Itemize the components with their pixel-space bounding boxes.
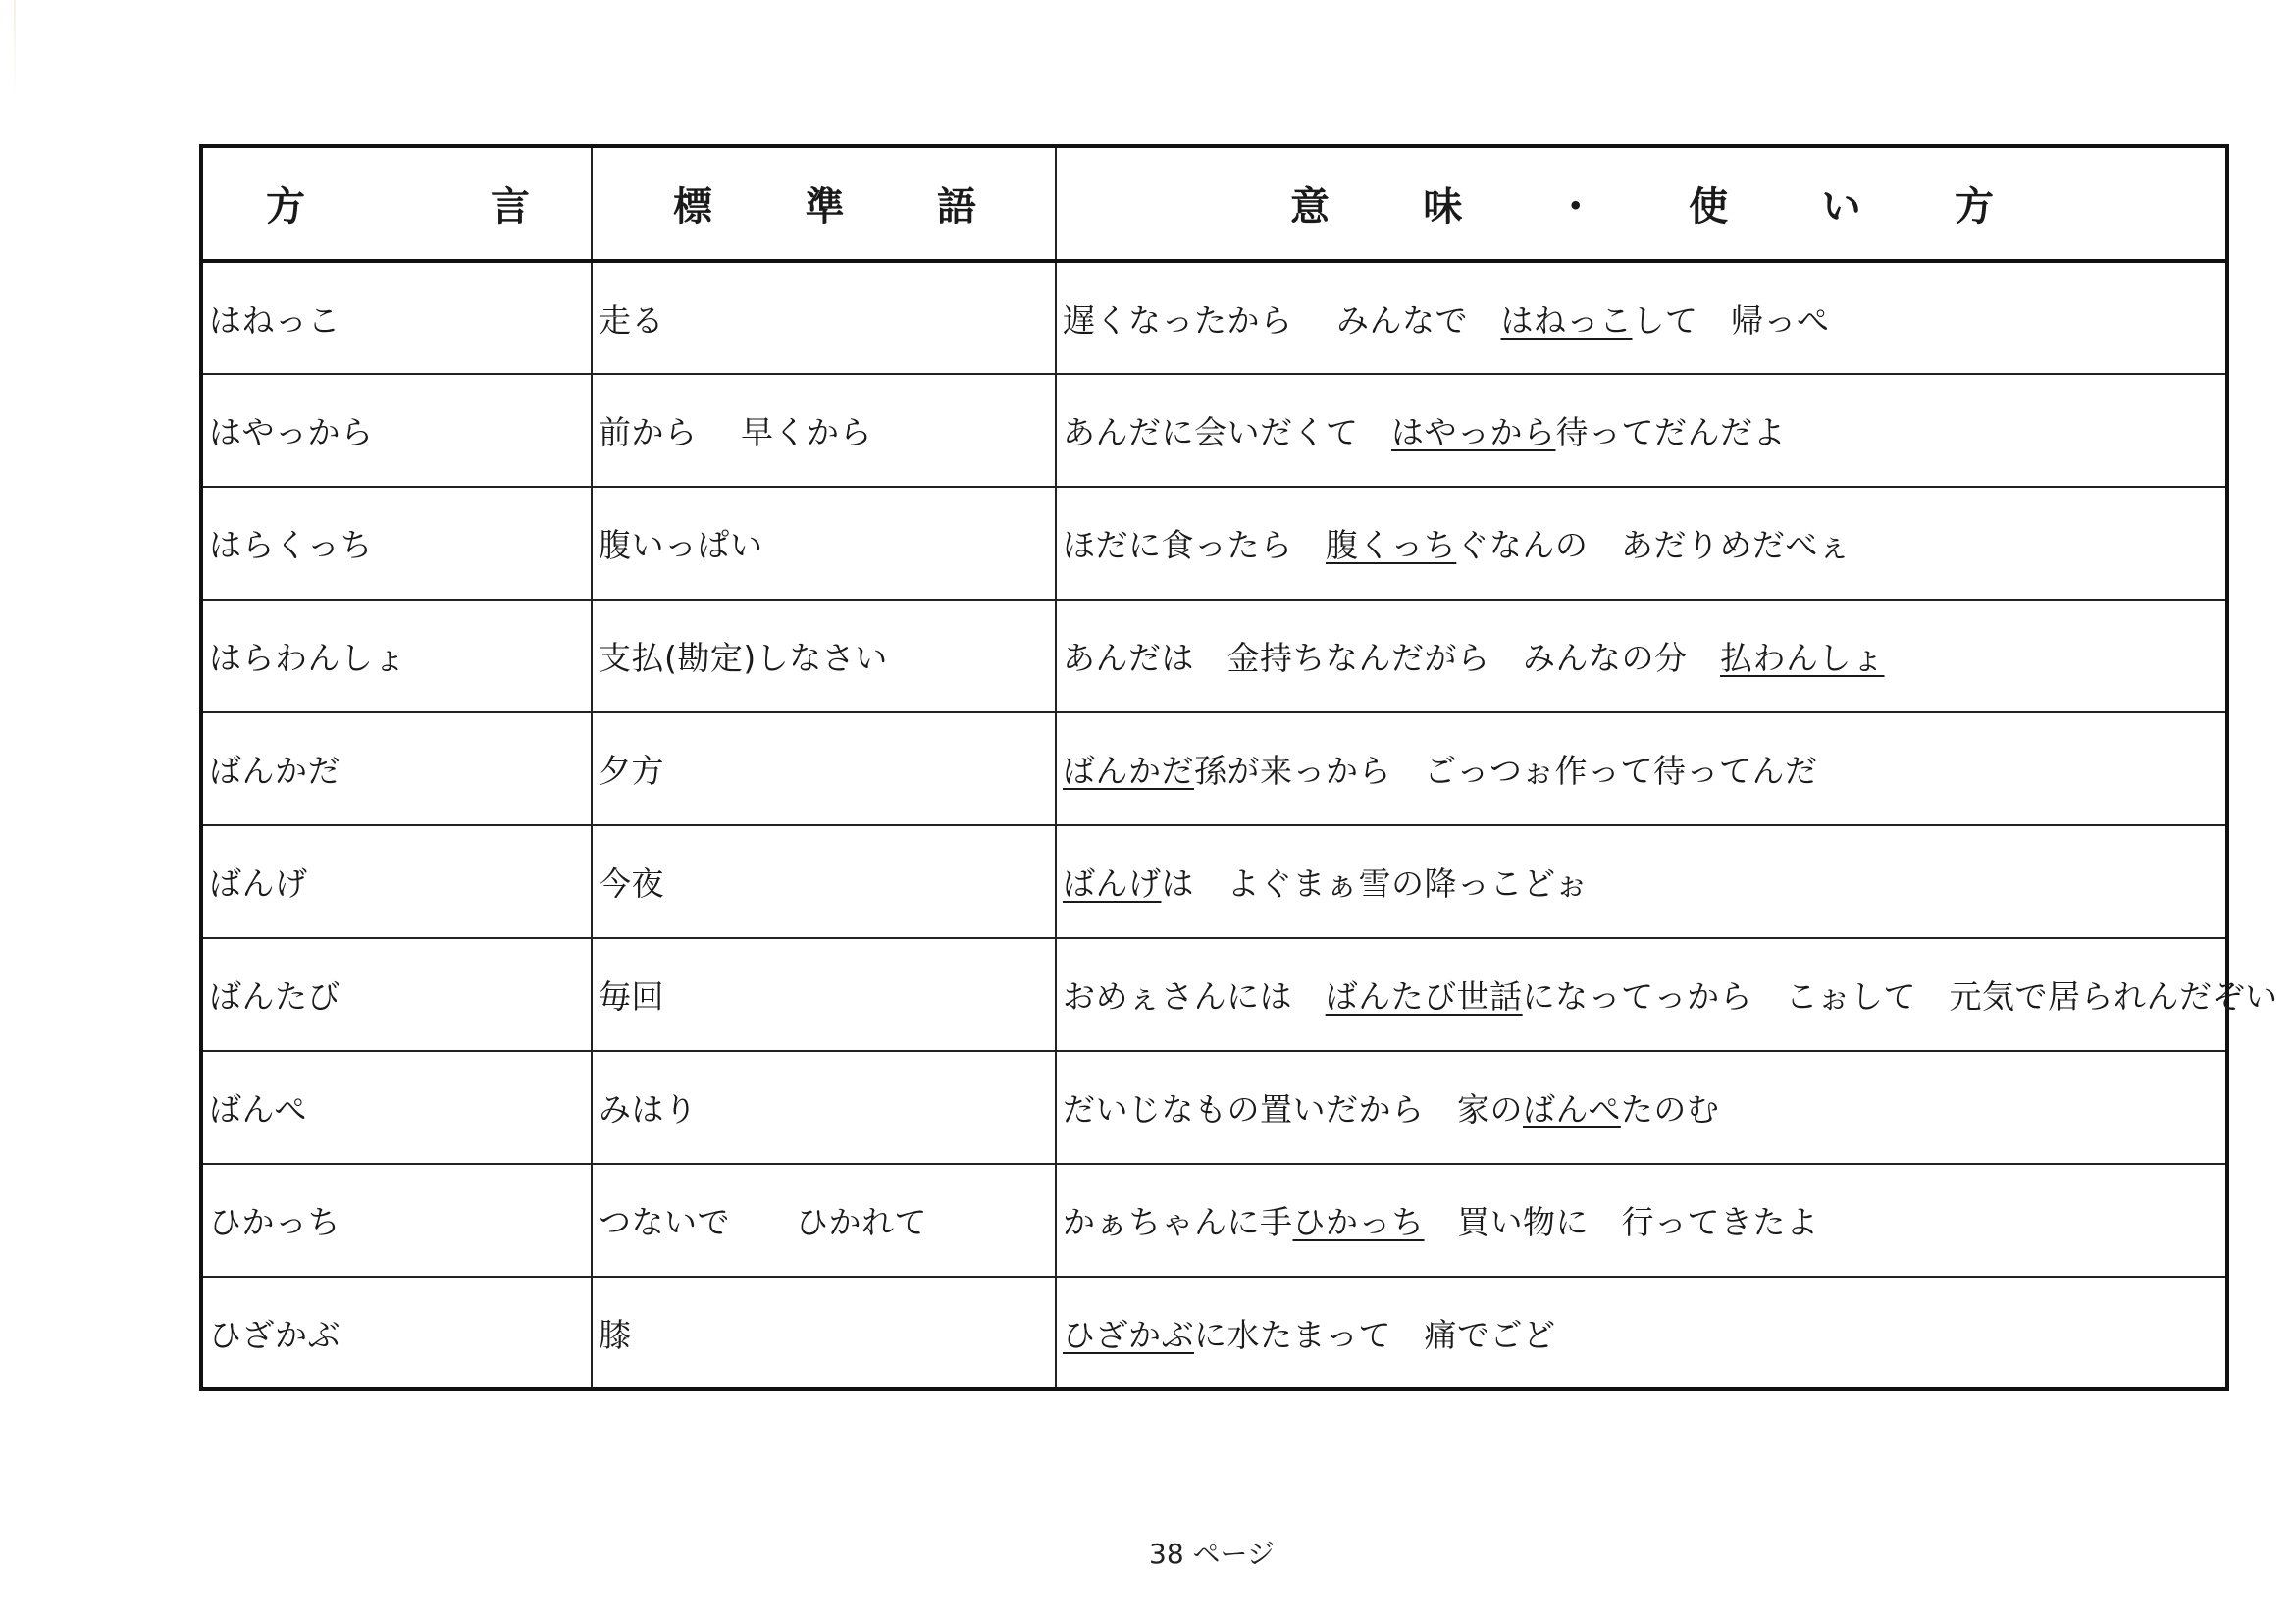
dialect-table — [199, 144, 2278, 1391]
header-meaning-usage — [1056, 146, 2227, 261]
usage-cell — [1056, 1164, 2227, 1277]
usage-text: は よぐまぁ雪の降っこどぉ — [1161, 864, 1589, 903]
usage-cell — [1056, 825, 2227, 938]
underlined-dialect-term: ばんかだ — [1063, 752, 1194, 790]
usage-text: あんだに会いだくて — [1063, 413, 1391, 451]
usage-cell — [1056, 261, 2227, 374]
standard-cell: 支払(勘定)しなさい — [592, 600, 1056, 712]
page-number: 38 ページ — [1149, 1538, 1275, 1570]
standard-cell: 膝 — [592, 1277, 1056, 1389]
underlined-dialect-term: 腹くっち — [1326, 526, 1457, 564]
standard-cell: 走る — [592, 261, 1056, 374]
header-row — [201, 146, 2227, 261]
table-row — [201, 1164, 2227, 1277]
usage-cell — [1056, 374, 2227, 487]
underlined-dialect-term: ひざかぶ — [1063, 1315, 1194, 1354]
underlined-dialect-term: はやっから — [1391, 413, 1556, 451]
table-row — [201, 600, 2227, 712]
usage-text: に水たまって 痛でごど — [1194, 1315, 1556, 1354]
usage-cell — [1056, 938, 2278, 1051]
header-char: 使 — [1689, 184, 1729, 230]
header-char: い — [1821, 184, 1861, 230]
standard-cell: 毎回 — [592, 938, 1056, 1051]
header-char: 準 — [805, 184, 845, 230]
usage-text: おめぇさんには — [1063, 977, 1326, 1016]
underlined-dialect-term: ひかっち — [1292, 1203, 1425, 1241]
dialect-cell: はやっから — [201, 374, 592, 487]
header-dialect — [201, 146, 592, 261]
dialect-cell: ひかっち — [201, 1164, 592, 1277]
scan-edge-shading — [14, 0, 16, 1623]
standard-cell: みはり — [592, 1051, 1056, 1164]
dialect-cell: ひざかぶ — [201, 1277, 592, 1389]
table-row — [201, 487, 2227, 600]
usage-text: 遅くなったから みんなで — [1063, 300, 1501, 340]
usage-text: して 帰っぺ — [1632, 300, 1830, 340]
usage-text: 待ってだんだよ — [1555, 413, 1786, 451]
underlined-dialect-term: はねっこ — [1500, 300, 1633, 340]
header-char: 方 — [1954, 184, 1994, 230]
standard-cell: 前から 早くから — [592, 374, 1056, 487]
dialect-cell: はらわんしょ — [201, 600, 592, 712]
usage-cell — [1056, 1277, 2227, 1389]
dialect-cell: はねっこ — [201, 261, 592, 374]
standard-cell: 腹いっぱい — [592, 487, 1056, 600]
header-char: 標 — [673, 184, 712, 230]
table-row — [201, 1051, 2227, 1164]
table-row — [201, 1277, 2227, 1389]
table-row — [201, 938, 2227, 1051]
usage-cell — [1056, 487, 2227, 600]
dialect-cell: はらくっち — [201, 487, 592, 600]
usage-text: だいじなもの置いだから 家の — [1063, 1090, 1523, 1128]
header-char: ・ — [1555, 184, 1595, 230]
underlined-dialect-term: 払わんしょ — [1720, 639, 1885, 677]
table-row — [201, 374, 2227, 487]
usage-text: かぁちゃんに手 — [1063, 1203, 1293, 1241]
dialect-cell: ばんげ — [201, 825, 592, 938]
underlined-dialect-term: ばんぺ — [1523, 1090, 1621, 1128]
header-char: 方 — [266, 184, 305, 230]
table-body — [201, 261, 2278, 1389]
header-char: 味 — [1423, 184, 1463, 230]
table-header — [201, 146, 2227, 261]
usage-cell — [1056, 1051, 2227, 1164]
underlined-dialect-term: ばんたび世話 — [1325, 977, 1523, 1016]
dialect-cell: ばんたび — [201, 938, 592, 1051]
table-row — [201, 825, 2227, 938]
standard-cell: 今夜 — [592, 825, 1056, 938]
usage-text: 買い物に 行ってきたよ — [1424, 1203, 1819, 1241]
usage-text: ほだに食ったら — [1063, 526, 1326, 564]
standard-cell: 夕方 — [592, 712, 1056, 825]
usage-text: 孫が来っから ごっつぉ作って待ってんだ — [1194, 752, 1818, 790]
standard-cell: つないで ひかれて — [592, 1164, 1056, 1277]
dialect-cell: ばんぺ — [201, 1051, 592, 1164]
usage-text: たのむ — [1620, 1090, 1720, 1128]
header-char: 語 — [937, 184, 976, 230]
dialect-cell: ばんかだ — [201, 712, 592, 825]
usage-cell — [1056, 600, 2227, 712]
underlined-dialect-term: ばんげ — [1063, 864, 1162, 903]
usage-text: になってっから こぉして 元気で居られんだぞい — [1522, 977, 2278, 1016]
usage-text: ぐなんの あだりめだべぇ — [1456, 526, 1852, 564]
header-char: 意 — [1290, 184, 1330, 230]
header-standard-language — [592, 146, 1056, 261]
usage-cell — [1056, 712, 2227, 825]
header-char: 言 — [491, 184, 530, 230]
table-row — [201, 712, 2227, 825]
usage-text: あんだは 金持ちなんだがら みんなの分 — [1063, 639, 1720, 677]
table-row — [201, 261, 2227, 374]
